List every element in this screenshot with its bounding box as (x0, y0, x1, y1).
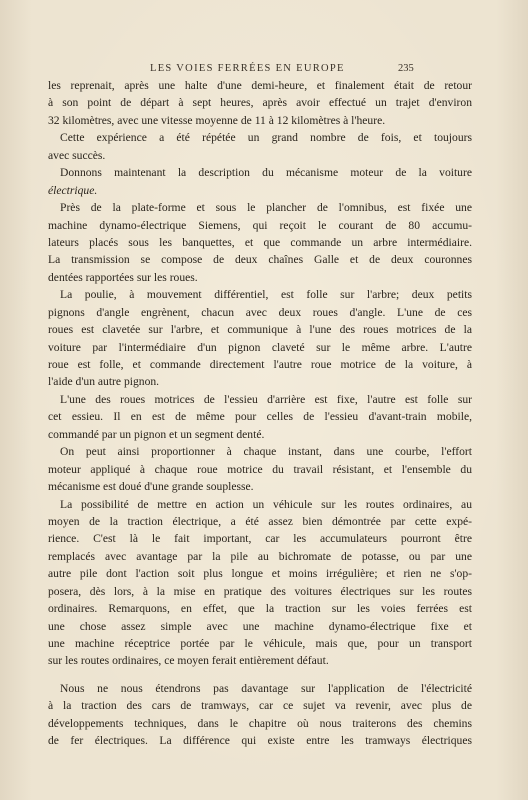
text-line: à son point de départ à sept heures, après avoir effectué un trajet d'environ (48, 96, 472, 110)
text-line: Nous ne nous étendrons pas davantage sur l'application de l'électricité (60, 681, 472, 695)
text-line: de fer électriques. La différence qui existe entre les tramways électriques (48, 734, 472, 748)
text-line: avec succès. (48, 148, 106, 162)
text-line: autre pile dont l'action soit plus longue et moins irrégulière; et rien ne s'op- (48, 567, 472, 581)
text-line: dentées rapportées sur les roues. (48, 270, 198, 284)
text-line: L'une des roues motrices de l'essieu d'arrière est fixe, l'autre est folle sur (60, 392, 472, 406)
text-line: une machine réceptrice portée par le véhicule, mais que, pour un transport (48, 637, 472, 650)
text-line: développements techniques, dans le chapitre où nous traiterons des chemins (48, 716, 472, 730)
text-line: ordinaires. Remarquons, en effet, que la traction sur les voies ferrées est (48, 602, 472, 616)
body-text (48, 77, 472, 750)
text-line: posera, dès lors, à la mise en pratique des voitures électriques sur les routes (48, 584, 472, 598)
text-line: pignons d'angle engrènent, chacun avec deux roues d'angle. L'une de ces (48, 305, 472, 319)
text-line: voiture par l'intermédiaire d'un pignon claveté sur le même arbre. L'autre (48, 340, 472, 354)
text-line: l'aide d'un autre pignon. (48, 375, 160, 389)
text-line: roue est folle, et commande directement l'autre roue motrice de la voiture, à (48, 358, 472, 371)
text-line: les reprenait, après une halte d'une demi-heure, et finalement était de retour (48, 79, 472, 92)
text-line: La poulie, à mouvement différentiel, est folle sur l'arbre; deux petits (60, 288, 472, 302)
running-title: LES VOIES FERRÉES EN EUROPE (150, 63, 345, 74)
text-line: Cette expérience a été répétée un grand nombre de fois, et toujours (60, 131, 472, 145)
text-line: La possibilité de mettre en action un véhicule sur les routes ordinaires, au (60, 497, 472, 511)
text-line: cet essieu. Il en est de même pour celles de l'essieu d'avant-train mobile, (48, 410, 472, 424)
text-line: roues est clavetée sur l'arbre, et communique à l'une des roues motrices de la (48, 323, 472, 337)
text-line: une chose assez simple avec une machine dynamo-électrique fixe et (48, 619, 472, 633)
page-number: 235 (398, 63, 414, 74)
text-line: La transmission se compose de deux chaînes Galle et de deux couronnes (48, 253, 472, 267)
text-line: sur les routes ordinaires, ce moyen ferait entièrement défaut. (48, 654, 329, 668)
text-line: à la traction des cars de tramways, car ce sujet va revenir, avec plus de (48, 699, 472, 713)
text-line: moteur appliqué à chaque roue motrice du travail résistant, et l'ensemble du (48, 462, 472, 476)
text-line: Près de la plate-forme et sous le plancher de l'omnibus, est fixée une (60, 201, 472, 215)
text-line: commandé par un pignon et un segment denté. (48, 427, 265, 441)
text-line: moyen de la traction électrique, a été assez bien démontrée par cette expé- (48, 514, 472, 528)
text-line: 32 kilomètres, avec une vitesse moyenne de 11 à 12 kilomètres à l'heure. (48, 113, 386, 127)
text-line: électrique. (48, 183, 98, 197)
text-line: rience. C'est là le fait important, car les accumulateurs pourront être (48, 532, 472, 546)
text-line: On peut ainsi proportionner à chaque instant, dans une courbe, l'effort (60, 445, 472, 459)
text-line: Donnons maintenant la description du mécanisme moteur de la voiture (60, 166, 472, 180)
text-line: machine dynamo-électrique Siemens, qui reçoit le courant de 80 accumu- (48, 218, 472, 232)
text-line: lateurs placés sous les banquettes, et que commande un arbre intermédiaire. (48, 235, 472, 249)
text-line: mécanisme est doué d'une grande souplesse. (48, 480, 254, 494)
paragraph-gap (48, 670, 472, 680)
running-header (0, 63, 528, 77)
text-line: remplacés avec avantage par la pile au bichromate de potasse, ou par une (48, 549, 472, 563)
